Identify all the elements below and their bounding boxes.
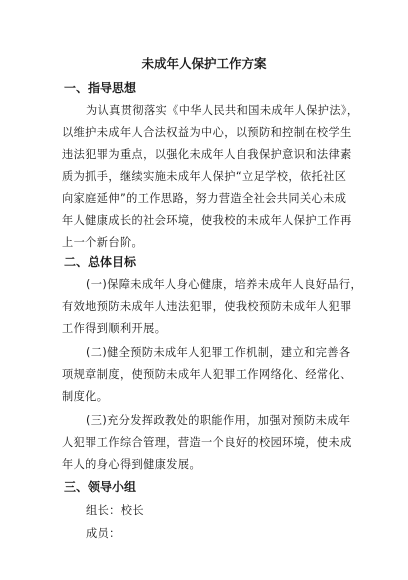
- paragraph-line: (三)充分发挥政教处的职能作用，加强对预防未成年: [86, 414, 351, 427]
- paragraph-line: 质为抓手，继续实施未成年人保护“立足学校，依托社区: [62, 170, 347, 183]
- paragraph-line: 年人健康成长的社会环境，使我校的未成年人保护工作再: [62, 214, 352, 227]
- section-heading: 二、总体目标: [64, 255, 137, 269]
- paragraph-line: 向家庭延伸”的工作思路，努力营造全社会共同关心未成: [62, 192, 347, 205]
- paragraph-line: 制度化。: [62, 390, 109, 403]
- paragraph-line: (一)保障未成年人身心健康，培养未成年人良好品行，: [86, 278, 363, 291]
- section-heading: 三、领导小组: [64, 480, 137, 494]
- paragraph-line: 成员：: [86, 527, 121, 540]
- paragraph-line: 上一个新台阶。: [62, 236, 144, 249]
- paragraph-line: 工作得到顺利开展。: [62, 322, 167, 335]
- section-heading: 一、指导思想: [64, 81, 137, 95]
- paragraph-line: 为认真贯彻落实《中华人民共和国未成年人保护法》，: [86, 104, 359, 117]
- document-title: 未成年人保护工作方案: [141, 56, 267, 71]
- paragraph-line: 组长：校长: [86, 504, 144, 517]
- paragraph-line: 以维护未成年人合法权益为中心，以预防和控制在校学生: [62, 126, 352, 139]
- paragraph-line: 年人的身心得到健康发展。: [62, 458, 202, 471]
- paragraph-line: (二)健全预防未成年人犯罪工作机制，建立和完善各: [86, 346, 351, 359]
- paragraph-line: 违法犯罪为重点，以强化未成年人自我保护意识和法律素: [62, 148, 352, 161]
- paragraph-line: 有效地预防未成年人违法犯罪，使我校预防未成年人犯罪: [62, 300, 352, 313]
- paragraph-line: 人犯罪工作综合管理，营造一个良好的校园环境，使未成: [62, 436, 352, 449]
- paragraph-line: 项规章制度，使预防未成年人犯罪工作网络化、经常化、: [62, 368, 352, 381]
